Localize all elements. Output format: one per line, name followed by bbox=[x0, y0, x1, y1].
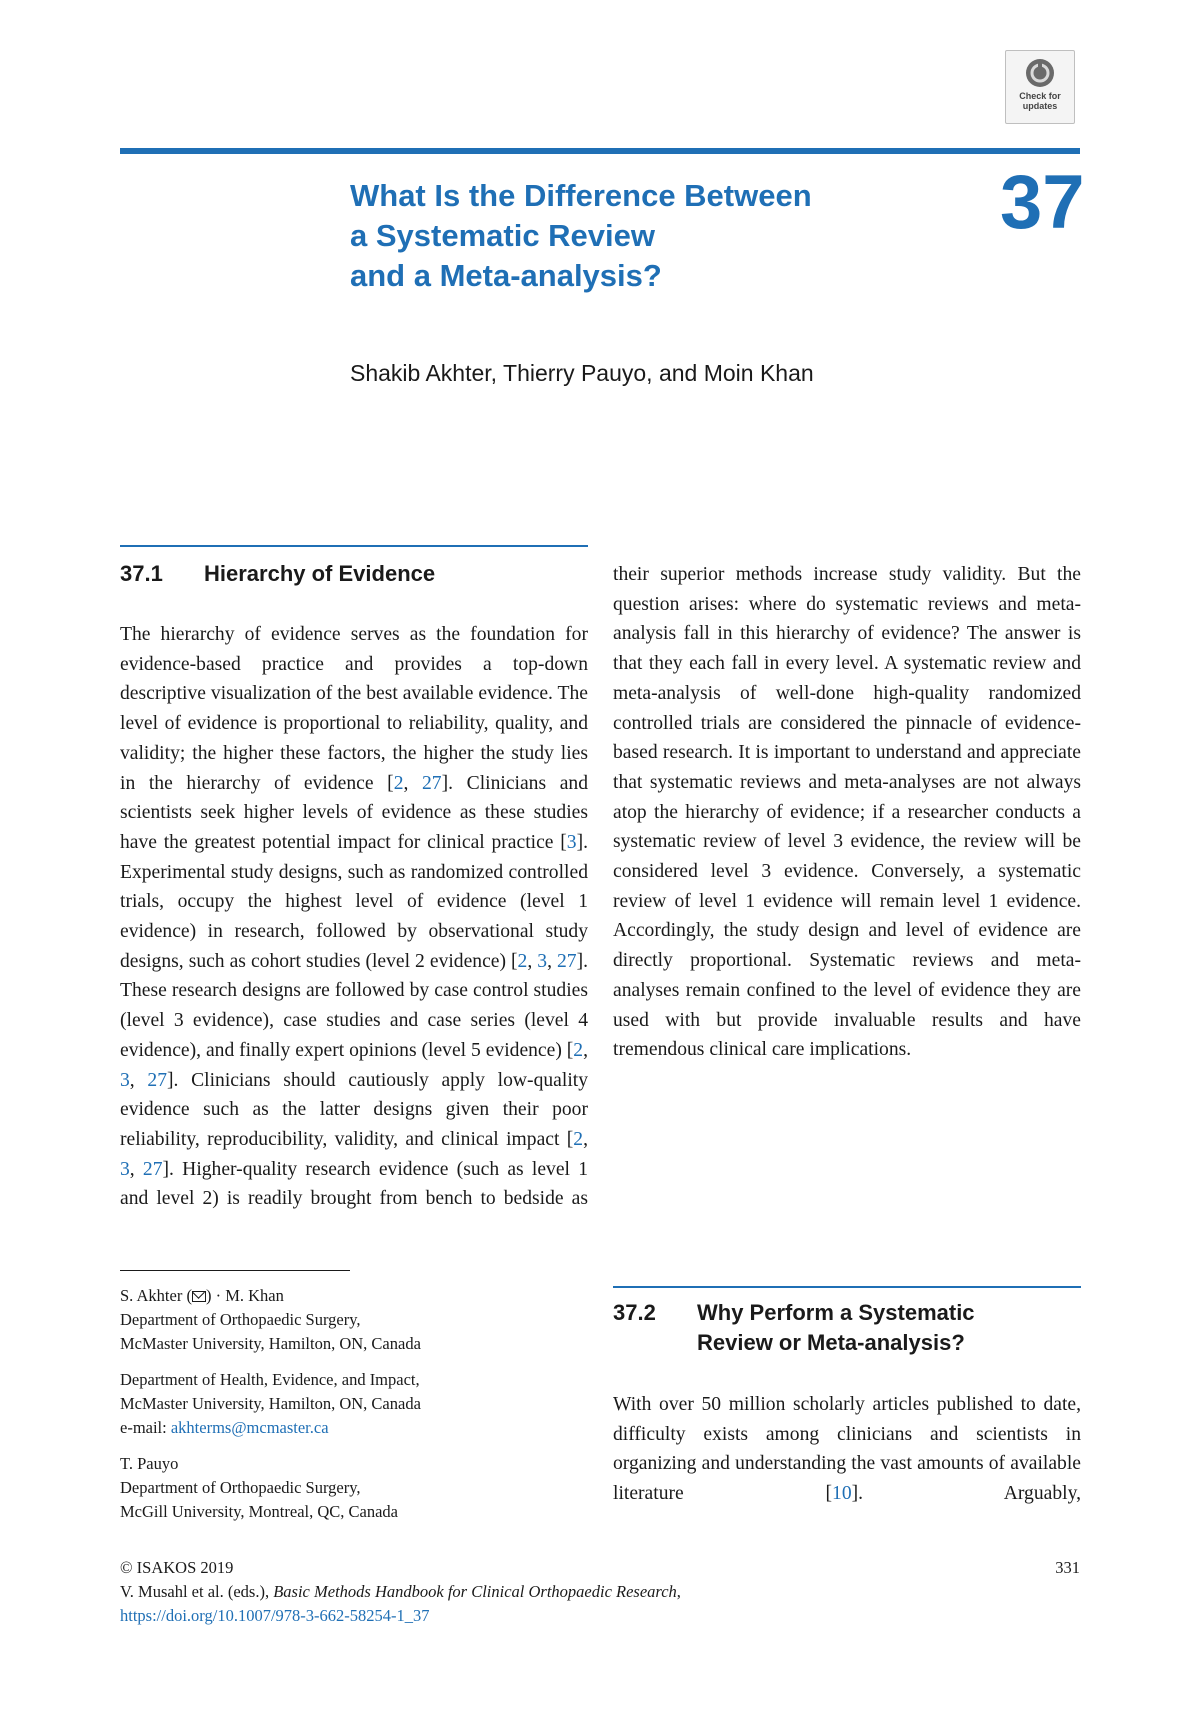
citation-link[interactable]: 3 bbox=[566, 831, 577, 853]
affiliation-block-3 bbox=[120, 1452, 590, 1524]
paragraph-text: , bbox=[583, 1039, 588, 1061]
paragraph-text: , bbox=[527, 950, 538, 972]
citation-link[interactable]: 3 bbox=[120, 1069, 130, 1091]
paragraph-text: The hierarchy of evidence serves as the foundation for evidence-based practice and provides a top-down descriptive visualization of the best available evidence. The level of evidence is proportional to reliability, quality, and validity; the higher these factors, the higher the study lies in the hierarchy of evidence [ bbox=[120, 624, 588, 794]
chapter-number: 37 bbox=[1000, 160, 1085, 245]
section-title-line: Why Perform a Systematic bbox=[697, 1300, 975, 1325]
paragraph-text: ]. These research designs are followed by case control studies (level 3 evidence), case studies and case series (level 4 evidence), and finally expert opinions (level 5 evidence) [ bbox=[120, 950, 589, 1061]
section-2-paragraph bbox=[613, 1390, 1081, 1509]
affiliation-block-1 bbox=[120, 1284, 590, 1356]
book-title: Basic Methods Handbook for Clinical Orthopaedic Research bbox=[273, 1582, 677, 1601]
chapter-title bbox=[350, 176, 950, 296]
paragraph-text: , bbox=[129, 1158, 143, 1180]
paragraph-text: , bbox=[583, 1128, 588, 1150]
doi-line bbox=[120, 1604, 430, 1628]
chapter-title-line: and a Meta-analysis? bbox=[350, 258, 662, 293]
paragraph-text: , bbox=[403, 772, 422, 794]
chapter-authors: Shakib Akhter, Thierry Pauyo, and Moin Khan bbox=[350, 360, 814, 386]
affiliation-block-2 bbox=[120, 1368, 590, 1440]
section-number: 37.1 bbox=[120, 561, 163, 586]
section-title bbox=[697, 1298, 975, 1358]
chapter-title-line: a Systematic Review bbox=[350, 218, 656, 253]
affiliation-line: e-mail: akhterms@mcmaster.ca bbox=[120, 1418, 329, 1437]
check-for-updates-badge[interactable] bbox=[1005, 50, 1075, 124]
section-rule bbox=[613, 1286, 1081, 1288]
citation-link[interactable]: 27 bbox=[422, 772, 442, 794]
paragraph-text: ]. Higher-quality research evidence (such as level 1 and level 2) is readily brought from bench to bedside as bbox=[120, 1158, 588, 1210]
citation-link[interactable]: 2 bbox=[573, 1128, 584, 1150]
affiliation-line: T. Pauyo bbox=[120, 1454, 179, 1473]
check-for-updates-label: Check for updates bbox=[1019, 91, 1061, 111]
header-rule bbox=[120, 148, 1080, 154]
section-number: 37.2 bbox=[613, 1300, 656, 1325]
paragraph-text: , bbox=[547, 950, 557, 972]
author-email-link[interactable]: akhterms@mcmaster.ca bbox=[170, 1418, 329, 1437]
paragraph-text: ]. Clinicians and scientists seek higher levels of evidence as these studies have the greatest potential impact for clinical practice [ bbox=[120, 772, 588, 853]
check-for-updates-icon bbox=[1024, 57, 1056, 89]
paragraph-text: , bbox=[129, 1069, 148, 1091]
paragraph-text: their superior methods increase study validity. But the question arises: where do systematic reviews and meta-analysis fall in this hierarchy of evidence? The answer is that they each fall in every level. A systematic review and meta-analysis of well-done high-quality randomized controlled trials are considered the pinnacle of evidence-based research. It is important to understand and appreciate that systematic reviews and meta-analyses are not always atop the hierarchy of evidence; if a researcher conducts a systematic review of level 3 evidence, the review will be considered level 3 evidence. Conversely, a systematic review of level 1 evidence will remain level 1 evidence. Accordingly, the study design and level of evidence are directly proportional. Systematic reviews and meta-analyses remain confined to the level of evidence they are used with but provide invaluable results and have tremendous clinical care implications. bbox=[613, 564, 1081, 1061]
affiliation-line: McMaster University, Hamilton, ON, Canada bbox=[120, 1334, 421, 1353]
footnote-rule bbox=[120, 1270, 350, 1271]
affiliation-line: McMaster University, Hamilton, ON, Canada bbox=[120, 1394, 421, 1413]
affiliation-line: Department of Orthopaedic Surgery, bbox=[120, 1478, 361, 1497]
citation-link[interactable]: 27 bbox=[556, 950, 577, 972]
affiliation-line: Department of Health, Evidence, and Impact, bbox=[120, 1370, 420, 1389]
affiliation-line: S. Akhter ( ) · M. Khan bbox=[120, 1286, 284, 1305]
citation-link[interactable]: 27 bbox=[142, 1158, 163, 1180]
section-1-paragraph-part-1 bbox=[120, 620, 588, 1214]
section-title-line: Hierarchy of Evidence bbox=[204, 561, 436, 586]
copyright-notice: © ISAKOS 2019 bbox=[120, 1558, 234, 1577]
section-heading-2 bbox=[613, 1298, 975, 1358]
section-1-paragraph-part-2 bbox=[613, 560, 1081, 1244]
chapter-title-line: What Is the Difference Between bbox=[350, 178, 812, 213]
citation-link[interactable]: 27 bbox=[147, 1069, 167, 1091]
citation-link[interactable]: 2 bbox=[393, 772, 404, 794]
section-heading-1 bbox=[120, 559, 435, 589]
book-reference-end: , bbox=[676, 1582, 681, 1601]
paragraph-text: ]. Clinicians should cautiously apply low-quality evidence such as the latter designs given their poor reliability, reproducibility, validity, and clinical impact [ bbox=[120, 1069, 588, 1150]
paragraph-text: ]. Experimental study designs, such as randomized controlled trials, occupy the highest level of evidence (level 1 evidence) in research, followed by observational study designs, such as cohort studies (level 2 evidence) [ bbox=[120, 831, 588, 972]
citation-link[interactable]: 3 bbox=[537, 950, 548, 972]
citation-link[interactable]: 2 bbox=[573, 1039, 584, 1061]
paragraph-text: ]. Arguably, bbox=[851, 1483, 1081, 1505]
envelope-icon bbox=[192, 1291, 206, 1302]
citation-link[interactable]: 3 bbox=[120, 1158, 130, 1180]
affiliation-line: McGill University, Montreal, QC, Canada bbox=[120, 1502, 399, 1521]
section-title-line: Review or Meta-analysis? bbox=[697, 1330, 965, 1355]
section-title bbox=[204, 559, 435, 589]
book-editors: V. Musahl et al. (eds.), bbox=[120, 1582, 274, 1601]
section-rule bbox=[120, 545, 588, 547]
affiliation-line: Department of Orthopaedic Surgery, bbox=[120, 1310, 361, 1329]
book-reference bbox=[120, 1580, 1080, 1604]
citation-link[interactable]: 2 bbox=[517, 950, 528, 972]
page-number: 331 bbox=[1055, 1558, 1080, 1577]
doi-link[interactable]: https://doi.org/10.1007/978-3-662-58254-1_37 bbox=[120, 1606, 430, 1625]
paragraph-text: With over 50 million scholarly articles published to date, difficulty exists among clinicians and scientists in organizing and understanding the vast amounts of available literature [ bbox=[613, 1394, 1081, 1505]
citation-link[interactable]: 10 bbox=[832, 1483, 852, 1505]
